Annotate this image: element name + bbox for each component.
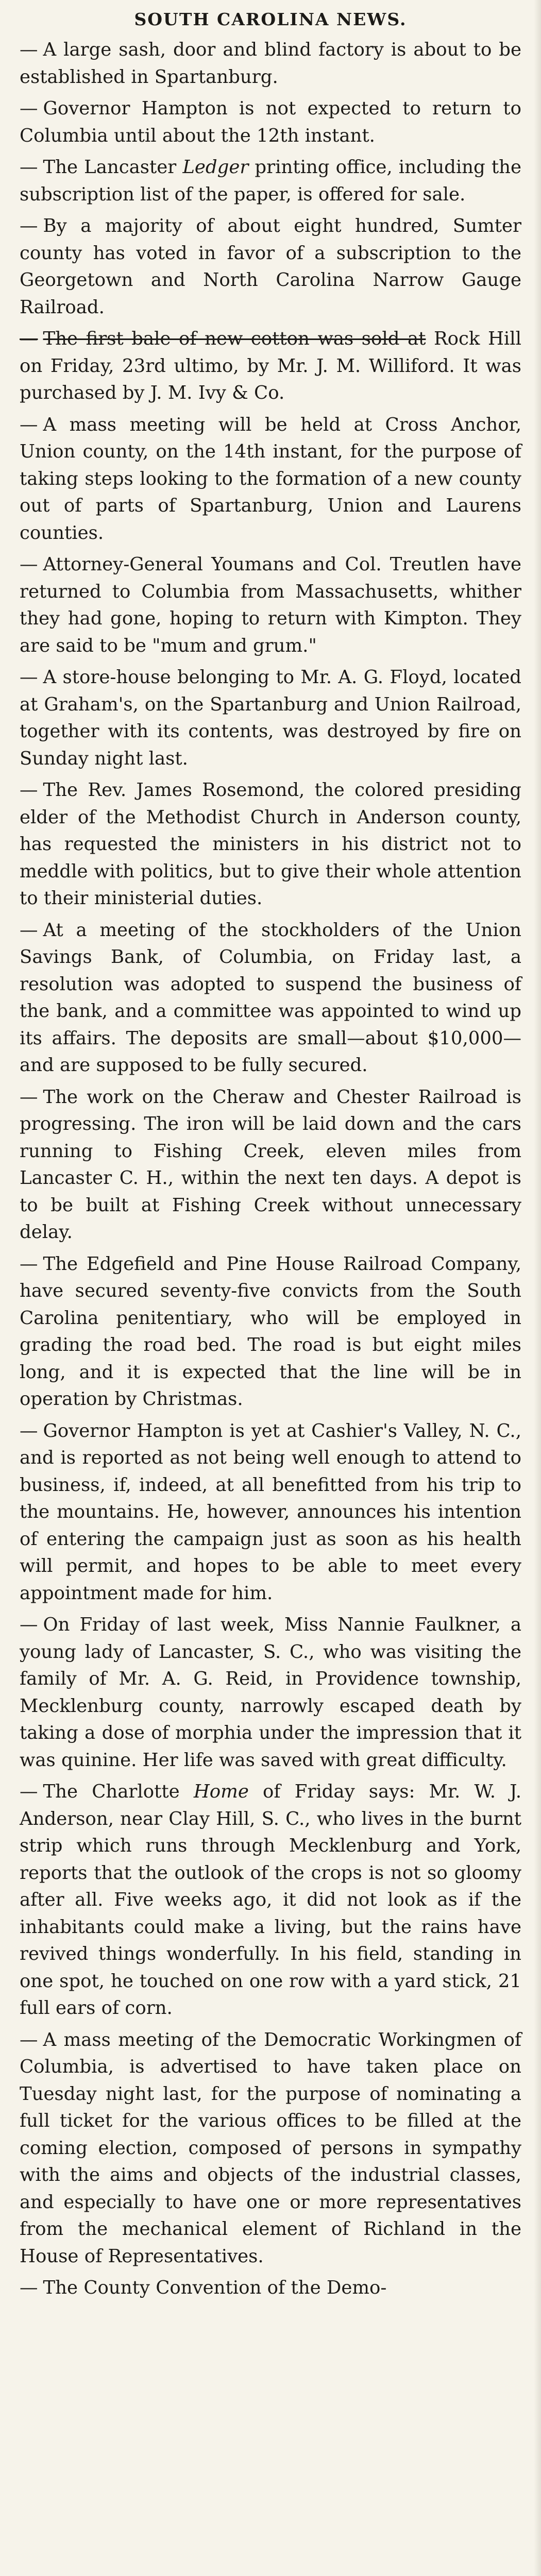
news-item — [20, 95, 521, 149]
item-text: The Lancaster — [43, 157, 183, 178]
news-column — [20, 9, 521, 2307]
item-text: The Charlotte — [43, 1781, 194, 1802]
item-dash: — — [20, 1614, 38, 1635]
item-text: A mass meeting of the Democratic Workingmen of Columbia, is advertised to have taken place on Tuesday night last, for the purpose of nominating a full ticket for the various offices to be filled at the coming election, composed of persons in sympathy with the aims and objects of the industrial classes, and especially to have one or more representatives from the mechanical element of Richland in the House of Representatives. — [20, 2029, 521, 2267]
item-text: printing office, including the subscription list of the paper, is offered for sale. — [20, 157, 521, 205]
news-item — [20, 551, 521, 659]
item-dash: — — [20, 328, 38, 349]
item-dash: — — [20, 1253, 38, 1275]
item-text: The work on the Cheraw and Chester Railroad is progressing. The iron will be laid down and the cars running to Fishing Creek, eleven miles from Lancaster C. H., within the next ten days. A depot is to be built at Fishing Creek without unnecessary delay. — [20, 1086, 521, 1243]
item-text: Attorney-General Youmans and Col. Treutlen have returned to Columbia from Massachusetts, whither they had gone, hoping to return with Kimpton. They are said to be "mum and grum." — [20, 554, 521, 656]
item-text: By a majority of about eight hundred, Sumter county has voted in favor of a subscription to the Georgetown and North Carolina Narrow Gauge Railroad. — [20, 215, 521, 318]
item-dash: — — [20, 1420, 38, 1442]
item-dash: — — [20, 414, 38, 435]
item-dash: — — [20, 919, 38, 941]
news-item — [20, 2027, 521, 2270]
news-item-cut-off — [20, 2275, 521, 2302]
item-dash: — — [20, 2277, 38, 2298]
item-dash: — — [20, 98, 38, 119]
item-text: At a meeting of the stockholders of the Union Savings Bank, of Columbia, on Friday last, a resolution was adopted to suspend the business of the bank, and a committee was appointed to wind up its affairs. The deposits are small—about $10,000—and are supposed to be fully secured. — [20, 919, 521, 1076]
news-item — [20, 1418, 521, 1607]
item-dash: — — [20, 667, 38, 688]
news-item — [20, 664, 521, 772]
news-item — [20, 1084, 521, 1246]
newspaper-name: Home — [193, 1781, 249, 1802]
item-text: Governor Hampton is not expected to return to Columbia until about the 12th instant. — [20, 98, 521, 146]
item-struck-text: The first bale of new cotton was sold at — [43, 328, 426, 349]
item-dash: — — [20, 1086, 38, 1108]
news-item — [20, 412, 521, 547]
item-text: The Edgefield and Pine House Railroad Company, have secured seventy-five convicts from the South Carolina penitentiary, who will be employed in grading the road bed. The road is but eight miles long, and it is expected that the line will be in operation by Christmas. — [20, 1253, 521, 1410]
item-dash: — — [20, 157, 38, 178]
item-dash: — — [20, 39, 38, 60]
news-item — [20, 37, 521, 91]
news-item — [20, 154, 521, 208]
news-item — [20, 213, 521, 321]
item-text: A store-house belonging to Mr. A. G. Floyd, located at Graham's, on the Spartanburg and Union Railroad, together with its contents, was destroyed by fire on Sunday night last. — [20, 667, 521, 769]
news-item — [20, 1251, 521, 1413]
news-item — [20, 777, 521, 912]
item-text: On Friday of last week, Miss Nannie Faulkner, a young lady of Lancaster, S. C., who was visiting the family of Mr. A. G. Reid, in Providence township, Mecklenburg county, narrowly escaped death by taking a dose of morphia under the impression that it was quinine. Her life was saved with great difficulty. — [20, 1614, 521, 1771]
column-heading: SOUTH CAROLINA NEWS. — [134, 9, 407, 29]
item-text: Governor Hampton is yet at Cashier's Valley, N. C., and is reported as not being well enough to attend to business, if, indeed, at all benefitted from his trip to the mountains. He, however, announces his intention of entering the campaign just as soon as his health will permit, and hopes to be able to meet every appointment made for him. — [20, 1420, 521, 1604]
news-item — [20, 917, 521, 1079]
item-text: A mass meeting will be held at Cross Anchor, Union county, on the 14th instant, for the purpose of taking steps looking to the formation of a new county out of parts of Spartanburg, Union and Laurens counties. — [20, 414, 521, 544]
item-text: The County Convention of the Demo- — [43, 2277, 387, 2298]
news-item — [20, 1778, 521, 2022]
item-dash: — — [20, 2029, 38, 2050]
news-item — [20, 326, 521, 407]
item-dash: — — [20, 779, 38, 801]
item-text: The Rev. James Rosemond, the colored presiding elder of the Methodist Church in Anderson county, has requested the ministers in his district not to meddle with politics, but to give their whole attention to their ministerial duties. — [20, 779, 521, 909]
item-dash: — — [20, 1781, 38, 1802]
item-text: Rock Hill on Friday, 23rd ultimo, by Mr. J. M. Williford. It was purchased by J. M. Ivy & Co. — [20, 328, 521, 403]
item-dash: — — [20, 215, 38, 236]
news-item — [20, 1612, 521, 1774]
page-edge-shadow — [534, 0, 541, 2576]
item-text: A large sash, door and blind factory is about to be established in Spartanburg. — [20, 39, 521, 88]
item-dash: — — [20, 554, 38, 575]
item-text: of Friday says: Mr. W. J. Anderson, near Clay Hill, S. C., who lives in the burnt strip which runs through Mecklenburg and York, reports that the outlook of the crops is not so gloomy after all. Five weeks ago, it did not look as if the inhabitants could make a living, but the rains have revived things wonderfully. In his field, standing in one spot, he touched on one row with a yard stick, 21 full ears of corn. — [20, 1781, 521, 2019]
newspaper-name: Ledger — [182, 157, 249, 178]
